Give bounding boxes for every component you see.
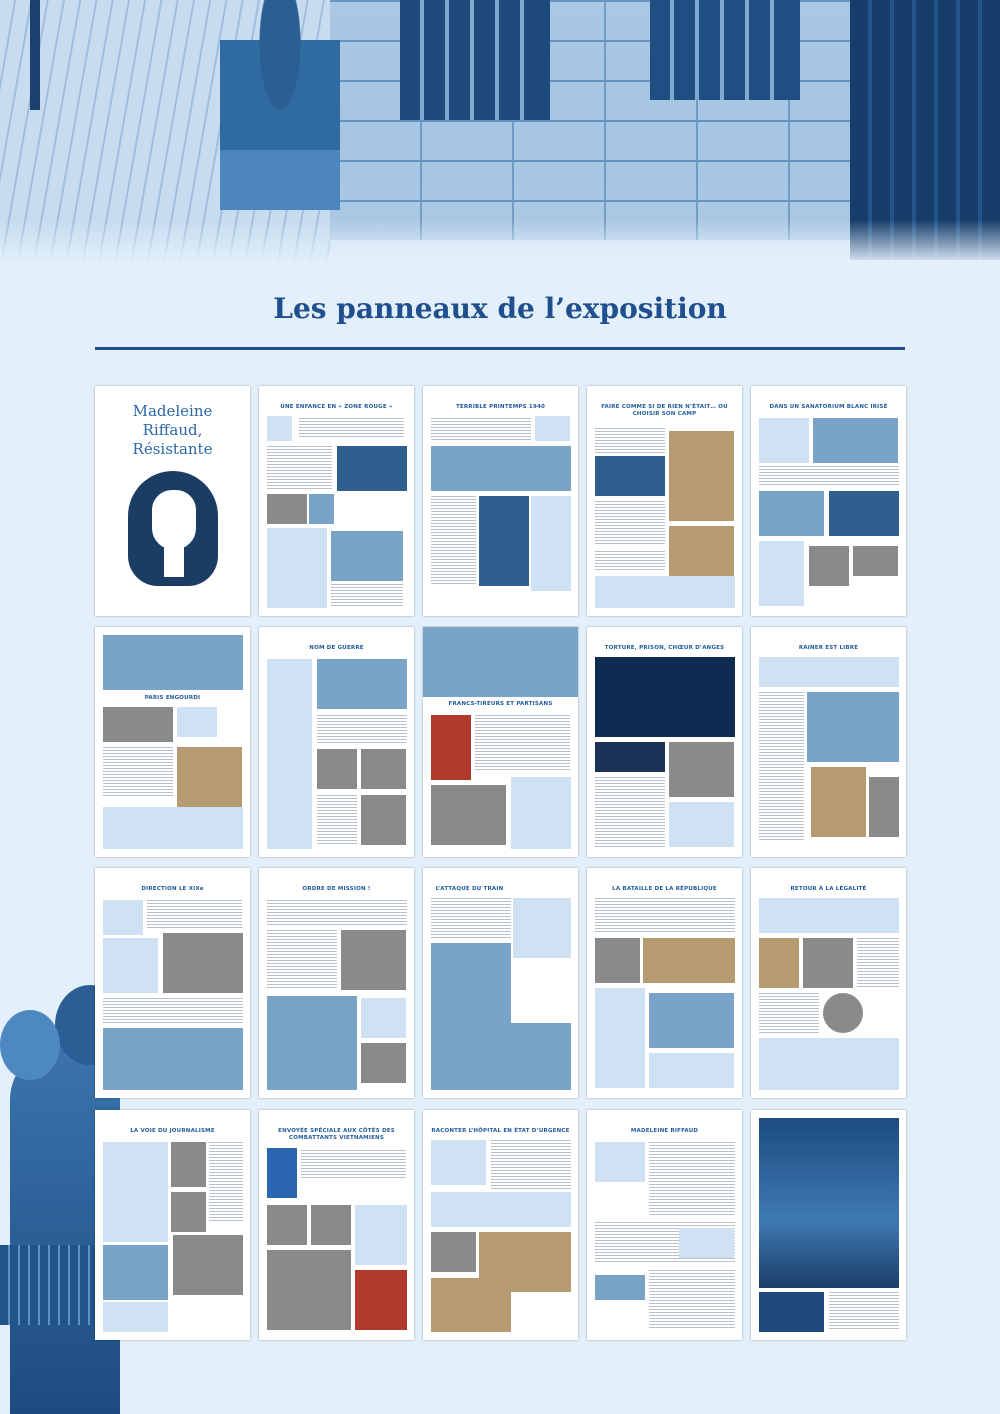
panel-title: RACONTER L’HÔPITAL EN ÉTAT D’URGENCE xyxy=(431,1128,570,1134)
panel-title: NOM DE GUERRE xyxy=(309,645,364,651)
panel-3[interactable] xyxy=(587,386,742,616)
portrait-illustration xyxy=(123,471,223,586)
panel-10[interactable] xyxy=(95,868,250,1098)
panel-title: FRANCS-TIREURS ET PARTISANS xyxy=(448,701,553,707)
panel-title: RAINER EST LIBRE xyxy=(798,645,859,651)
panel-title: ENVOYÉE SPÉCIALE AUX CÔTÉS DES COMBATTANTS VIETNAMIENS xyxy=(278,1128,395,1141)
panel-title: FAIRE COMME SI DE RIEN N’ÉTAIT… OU CHOISIR SON CAMP xyxy=(601,404,728,417)
panel-title: L’ATTAQUE DU TRAIN xyxy=(435,886,504,892)
panel-17[interactable] xyxy=(423,1110,578,1340)
panel-7[interactable] xyxy=(423,627,578,857)
panel-4[interactable] xyxy=(751,386,906,616)
panel-19[interactable] xyxy=(751,1110,906,1340)
panel-12[interactable] xyxy=(423,868,578,1098)
panel-title: RETOUR À LA LÉGALITÉ xyxy=(790,886,867,892)
panel-2[interactable] xyxy=(423,386,578,616)
cover-title-line1: Madeleine xyxy=(132,402,213,420)
panel-8[interactable] xyxy=(587,627,742,857)
cover-title xyxy=(95,402,250,459)
panel-9[interactable] xyxy=(751,627,906,857)
panel-16[interactable] xyxy=(259,1110,414,1340)
panel-15[interactable] xyxy=(95,1110,250,1340)
panel-14[interactable] xyxy=(751,868,906,1098)
panel-title: UNE ENFANCE EN « ZONE ROUGE » xyxy=(280,404,393,410)
header-illustration xyxy=(0,0,1000,265)
panel-1[interactable] xyxy=(259,386,414,616)
panel-11[interactable] xyxy=(259,868,414,1098)
panel-title: TERRIBLE PRINTEMPS 1940 xyxy=(455,404,546,410)
panel-6[interactable] xyxy=(259,627,414,857)
panel-18[interactable] xyxy=(587,1110,742,1340)
panel-title: ORDRE DE MISSION ! xyxy=(302,886,371,892)
panel-title: MADELEINE RIFFAUD xyxy=(630,1128,699,1134)
panel-13[interactable] xyxy=(587,868,742,1098)
panel-title: PARIS ENGOURDI xyxy=(144,695,201,701)
panel-title: DIRECTION LE XIXe xyxy=(141,886,204,892)
panel-title: LA BATAILLE DE LA RÉPUBLIQUE xyxy=(612,886,717,892)
cover-title-line2: Riffaud, xyxy=(142,421,203,439)
panel-cover[interactable] xyxy=(95,386,250,616)
title-rule xyxy=(95,347,905,350)
panel-title: DANS UN SANATORIUM BLANC IRISÉ xyxy=(769,404,888,410)
panel-title: LA VOIE DU JOURNALISME xyxy=(130,1128,215,1134)
cover-title-line3: Résistante xyxy=(132,440,213,458)
panel-5[interactable] xyxy=(95,627,250,857)
panel-title: TORTURE, PRISON, CHŒUR D’ANGES xyxy=(604,645,725,651)
page-title: Les panneaux de l’exposition xyxy=(273,292,727,325)
